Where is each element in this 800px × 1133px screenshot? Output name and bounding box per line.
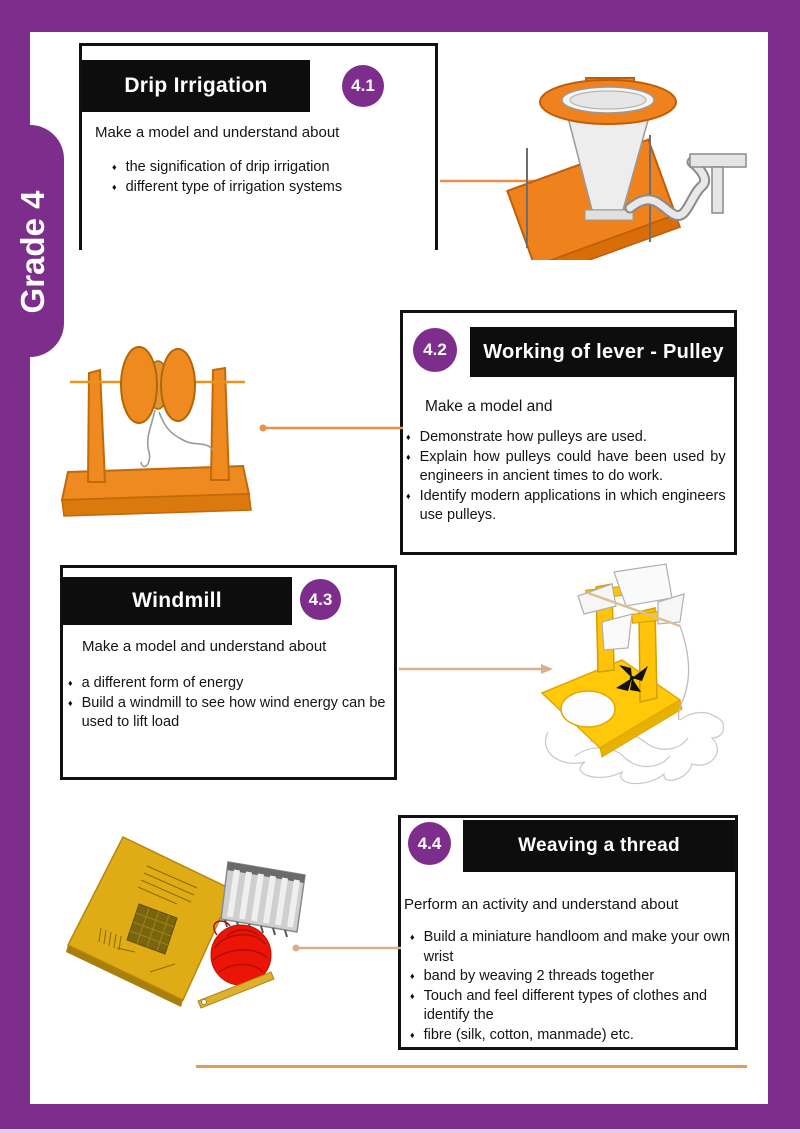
bottom-divider-line [196, 1065, 747, 1068]
section-4-2-bullet-list [406, 428, 732, 526]
bullet-item: ♦ a different form of energy [68, 674, 386, 694]
diamond-bullet-icon: ♦ [406, 432, 411, 442]
diamond-bullet-icon: ♦ [406, 451, 411, 462]
section-4-1-title: Drip Irrigation [124, 74, 268, 97]
windmill-illustration [530, 560, 775, 795]
section-4-3-title: Windmill [132, 589, 222, 612]
section-4-4-title-bar [463, 820, 735, 872]
section-4-2-number: 4.2 [423, 340, 447, 359]
drip-irrigation-illustration [440, 70, 770, 260]
bullet-item: ♦ Build a windmill to see how wind energy can be used to lift load [68, 694, 386, 733]
diamond-bullet-icon: ♦ [68, 697, 73, 708]
diamond-bullet-icon: ♦ [112, 181, 117, 192]
diamond-bullet-icon: ♦ [68, 678, 73, 688]
pulley-illustration [55, 340, 270, 530]
grade-tab-label: Grade 4 [14, 190, 51, 314]
section-4-1-number-badge [342, 65, 384, 107]
diamond-bullet-icon: ♦ [410, 932, 415, 942]
diamond-bullet-icon: ♦ [112, 162, 117, 172]
bullet-item: ♦ band by weaving 2 threads together [410, 967, 732, 987]
section-4-4-number: 4.4 [417, 833, 442, 853]
bullet-item: ♦ Explain how pulleys could have been used by engineers in ancient times to do work. [406, 448, 732, 487]
bullet-item: ♦ the signification of drip irrigation [112, 158, 427, 178]
section-4-2-title-bar [470, 327, 737, 377]
weaving-kit-illustration [55, 820, 410, 1020]
section-4-4-bullet-list [410, 928, 732, 1045]
bullet-item: ♦ Build a miniature handloom and make your own wrist [410, 928, 732, 967]
section-4-1-title-bar [82, 60, 310, 112]
section-4-3-number: 4.3 [308, 589, 333, 609]
section-4-4-intro: Perform an activity and understand about [404, 896, 679, 913]
section-4-3-number-badge [300, 579, 341, 620]
diamond-bullet-icon: ♦ [406, 490, 411, 501]
section-4-2-intro: Make a model and [425, 398, 553, 415]
section-4-3-intro: Make a model and understand about [82, 638, 327, 655]
section-4-4-title: Weaving a thread [518, 835, 680, 856]
section-4-1-number: 4.1 [351, 76, 375, 95]
section-4-3-bullet-list [68, 674, 386, 733]
section-4-2-number-badge [413, 328, 457, 372]
bullet-item: ♦ different type of irrigation systems [112, 178, 427, 198]
section-4-1-intro: Make a model and understand about [95, 124, 340, 141]
frame-top [0, 0, 800, 32]
section-4-3-title-bar [62, 577, 292, 625]
section-4-2-title: Working of lever - Pulley [483, 340, 724, 363]
bullet-item: ♦ Identify modern applications in which engineers use pulleys. [406, 487, 732, 526]
connector-arrow-left-icon [255, 418, 405, 438]
diamond-bullet-icon: ♦ [410, 1029, 415, 1040]
bullet-item: ♦ Demonstrate how pulleys are used. [406, 428, 732, 448]
section-4-1-bullet-list [112, 158, 427, 197]
diamond-bullet-icon: ♦ [410, 990, 415, 1001]
page-bottom-edge [0, 1129, 800, 1133]
bullet-item: ♦ fibre (silk, cotton, manmade) etc. [410, 1026, 732, 1046]
diamond-bullet-icon: ♦ [410, 971, 415, 981]
bullet-item: ♦ Touch and feel different types of clothes and identify the [410, 987, 732, 1026]
frame-left [0, 0, 30, 1133]
section-4-4-number-badge [408, 822, 451, 865]
